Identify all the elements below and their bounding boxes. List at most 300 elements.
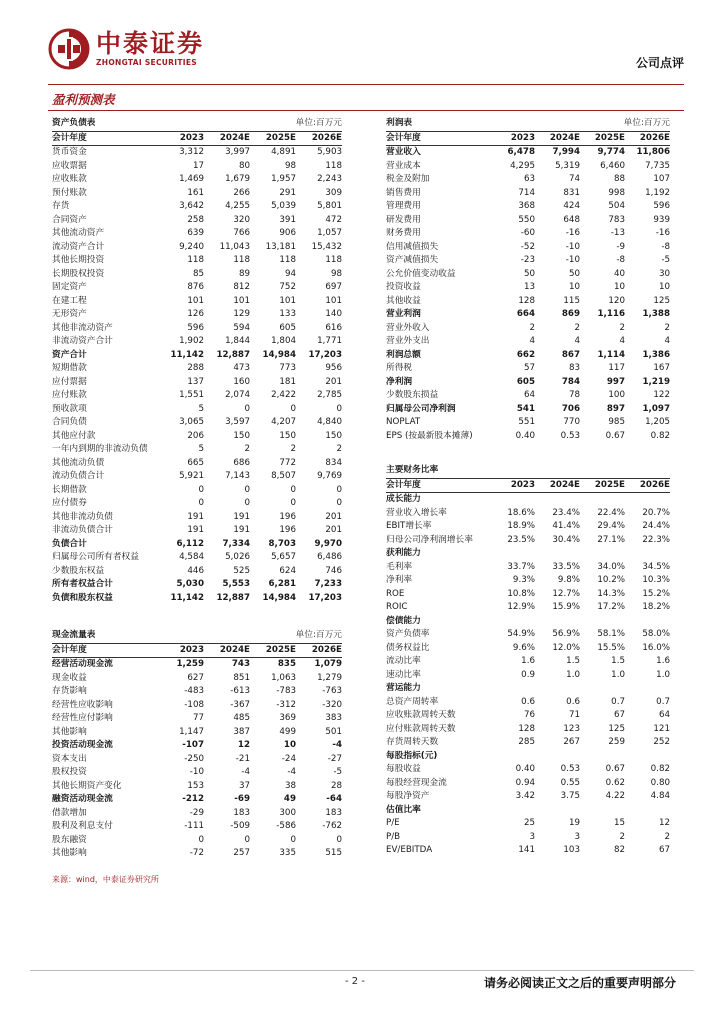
row-value: 125 [653, 295, 670, 306]
table-row [52, 187, 342, 201]
row-label: 预付账款 [52, 187, 87, 198]
row-value: 0.40 [515, 430, 535, 441]
row-value: 18.2% [642, 602, 670, 612]
row-value: 2 [290, 444, 296, 454]
disclaimer-text: 请务必阅读正文之后的重要声明部分 [483, 976, 676, 990]
row-value: 0 [198, 484, 204, 495]
row-label: 股权投资 [52, 767, 87, 777]
row-label: 应付票据 [52, 376, 87, 387]
row-label: 借款增加 [52, 807, 87, 818]
row-value: 997 [606, 376, 625, 387]
page-number: - 2 - [345, 976, 365, 987]
row-value: 605 [516, 376, 535, 387]
row-value: 424 [563, 201, 580, 211]
row-value: 117 [608, 363, 625, 373]
table-row [386, 308, 670, 322]
row-value: 551 [518, 417, 535, 427]
table-row [52, 214, 342, 228]
header-label: 会计年度 [386, 132, 421, 143]
row-value: 648 [563, 214, 580, 225]
row-value: 0.6 [521, 696, 535, 707]
row-label: 所得税 [386, 363, 413, 373]
row-value: 2,785 [317, 390, 342, 400]
row-value: 4 [664, 336, 670, 346]
row-value: 64 [523, 390, 535, 400]
row-value: 335 [279, 848, 296, 858]
row-value: 3.42 [515, 791, 535, 801]
row-value: -10 [565, 255, 580, 265]
row-value: 37 [238, 780, 250, 791]
row-value: 2 [664, 831, 670, 842]
header-divider [48, 84, 684, 85]
row-label: 其他长期投资 [52, 255, 105, 265]
table-row [386, 763, 670, 777]
row-value: 29.4% [597, 521, 625, 531]
row-value: 15,432 [311, 241, 342, 252]
header-year: 2024E [549, 132, 580, 143]
row-value: 7,334 [222, 538, 250, 549]
row-value: 550 [518, 214, 535, 225]
row-value: 167 [653, 363, 670, 373]
row-value: -5 [661, 255, 670, 265]
section-divider [48, 110, 684, 111]
row-value: 639 [187, 228, 204, 238]
row-value: 20.7% [642, 507, 670, 518]
row-value: 4,584 [179, 552, 204, 562]
balance-sheet-table [52, 117, 342, 605]
row-value: 63 [523, 174, 535, 184]
row-value: 0 [336, 403, 342, 414]
row-value: 5,026 [225, 552, 250, 562]
row-value: 41.4% [552, 521, 580, 531]
row-value: 40 [613, 268, 625, 279]
row-label: 其他非流动负债 [52, 511, 113, 522]
row-value: 616 [325, 322, 342, 333]
table-row [52, 470, 342, 484]
table-row [386, 403, 670, 417]
row-value: 3,642 [179, 201, 204, 211]
row-value: 0.94 [515, 777, 535, 788]
table-row [386, 227, 670, 241]
row-label: 净利润 [386, 376, 413, 387]
section-title: 盈利预测表 [52, 92, 115, 107]
row-value: 12.0% [552, 642, 580, 653]
row-label: 负债合计 [52, 538, 87, 549]
row-value: 4.84 [650, 791, 670, 801]
table-row [386, 520, 670, 534]
table-row [52, 780, 342, 794]
row-value: 7,735 [645, 160, 670, 171]
row-value: 5 [198, 444, 204, 454]
table-row [52, 820, 342, 834]
row-value: 956 [325, 363, 342, 373]
table-subsection-row [386, 547, 670, 561]
row-label: 净利率 [386, 575, 413, 585]
row-value: 15.5% [597, 642, 625, 653]
row-value: 122 [653, 390, 670, 400]
header-year: 2025E [594, 132, 625, 143]
table-row [52, 268, 342, 282]
row-label: 其他应付款 [52, 430, 96, 441]
row-label: 税金及附加 [386, 174, 430, 184]
row-label: NOPLAT [386, 417, 421, 427]
table-row [52, 497, 342, 511]
table-row [52, 807, 342, 821]
row-value: -23 [520, 255, 535, 265]
row-value: 697 [325, 282, 342, 292]
row-value: 1,551 [179, 390, 204, 400]
row-value: 160 [233, 376, 250, 387]
table-row [52, 254, 342, 268]
row-label: 少数股东权益 [52, 565, 105, 576]
row-value: 4,840 [317, 417, 342, 427]
row-value: 525 [233, 565, 250, 576]
row-value: 128 [518, 295, 535, 306]
table-row [52, 739, 342, 753]
row-value: 5,801 [317, 201, 342, 211]
row-value: 1.6 [521, 656, 535, 666]
row-label: 获利能力 [386, 548, 421, 558]
row-label: 应付债券 [52, 498, 87, 508]
row-value: 9,970 [314, 538, 342, 549]
row-label: 其他收益 [386, 295, 421, 306]
table-title: 资产负债表 [52, 118, 96, 128]
row-label: 融资活动现金流 [52, 794, 113, 804]
row-label: 资本支出 [52, 753, 87, 764]
company-name-cn: 中泰证券 [96, 29, 205, 58]
row-value: 6,281 [268, 579, 296, 589]
row-label: ROE [386, 588, 405, 599]
header-year: 2023 [510, 479, 535, 490]
row-label: 毛利率 [386, 561, 413, 572]
row-value: 2 [619, 322, 625, 333]
row-value: 150 [325, 430, 342, 441]
row-label: 投资活动现金流 [52, 740, 113, 750]
header-year: 2024E [549, 479, 580, 490]
table-row [386, 507, 670, 521]
row-value: -9 [616, 241, 625, 252]
row-value: 38 [284, 780, 296, 791]
table-row [386, 214, 670, 228]
row-value: 504 [608, 201, 625, 211]
row-value: 78 [568, 390, 580, 400]
row-value: 14,984 [262, 349, 296, 360]
row-value: -107 [182, 740, 204, 750]
row-label: 归属母公司所有者权益 [52, 552, 139, 562]
row-value: 5,903 [317, 147, 342, 157]
row-value: 22.4% [597, 507, 625, 518]
row-value: 1,957 [271, 174, 296, 184]
row-value: 515 [325, 848, 342, 858]
row-label: 资产合计 [52, 349, 87, 360]
table-row [386, 335, 670, 349]
row-label: 其他影响 [52, 726, 87, 737]
row-label: 每股指标(元) [386, 750, 438, 761]
row-value: -312 [276, 699, 296, 710]
table-row [386, 160, 670, 174]
row-value: 201 [325, 511, 342, 522]
row-value: 4 [574, 336, 580, 346]
row-value: 101 [325, 295, 342, 306]
table-row [52, 672, 342, 686]
row-label: 合同负债 [52, 417, 87, 427]
row-value: 4 [529, 336, 535, 346]
row-label: EV/EBITDA [386, 845, 433, 855]
row-label: 其他影响 [52, 848, 87, 858]
row-value: 1,219 [642, 376, 670, 387]
row-value: 0 [336, 484, 342, 495]
row-label: 资产减值损失 [386, 255, 439, 265]
row-value: 54.9% [507, 629, 535, 639]
row-value: 10.8% [507, 588, 535, 599]
row-label: 一年内到期的非流动负债 [52, 444, 148, 454]
row-value: 98 [284, 160, 296, 171]
row-value: 34.5% [642, 561, 670, 572]
row-value: 2,243 [317, 174, 342, 184]
row-value: 118 [325, 160, 342, 171]
row-label: 存货影响 [52, 686, 87, 696]
row-value: 201 [325, 525, 342, 535]
table-title: 利润表 [386, 118, 413, 128]
row-value: 1.5 [611, 656, 625, 666]
table-row [386, 844, 670, 858]
row-value: 191 [187, 511, 204, 522]
row-value: -4 [241, 767, 250, 777]
row-value: 17,203 [308, 592, 342, 603]
row-label: 其他长期资产变化 [52, 780, 122, 791]
row-label: 长期股权投资 [52, 268, 105, 279]
header-year: 2025E [594, 479, 625, 490]
row-label: 营业外收入 [386, 322, 430, 333]
row-value: 77 [192, 713, 204, 723]
row-value: 88 [613, 174, 625, 184]
row-value: -509 [230, 821, 250, 831]
row-value: 9.8% [557, 575, 580, 585]
row-value: 1.0 [656, 669, 670, 680]
row-value: 15 [613, 818, 625, 828]
row-value: 24.4% [642, 521, 670, 531]
table-row [386, 696, 670, 710]
row-value: 11,142 [170, 349, 204, 360]
table-row [52, 793, 342, 807]
row-label: 股利及利息支付 [52, 821, 113, 831]
row-value: 2,422 [271, 390, 296, 400]
row-value: 33.5% [552, 561, 580, 572]
row-value: 1,114 [597, 349, 625, 360]
row-value: -212 [182, 794, 204, 804]
row-label: 经营性应付影响 [52, 713, 113, 723]
row-label: 非流动负债合计 [52, 525, 113, 535]
row-value: 2,074 [225, 390, 250, 400]
row-value: 391 [279, 214, 296, 225]
row-value: 1,902 [179, 336, 204, 346]
row-value: 58.1% [597, 629, 625, 639]
row-value: -4 [287, 767, 296, 777]
row-value: 812 [233, 282, 250, 292]
header-year: 2024E [219, 132, 250, 143]
row-value: 1,259 [176, 659, 204, 669]
table-row [386, 655, 670, 669]
row-value: 11,043 [219, 241, 250, 252]
row-value: 28 [330, 780, 342, 791]
table-row [52, 430, 342, 444]
header-year: 2026E [639, 132, 670, 143]
table-row [52, 712, 342, 726]
row-value: -483 [184, 686, 204, 696]
table-row [52, 146, 342, 160]
table-row [386, 187, 670, 201]
row-value: 14.3% [597, 588, 625, 599]
header-label: 会计年度 [52, 644, 87, 655]
row-value: 834 [325, 457, 342, 468]
table-row [386, 322, 670, 336]
row-value: 50 [568, 268, 580, 279]
row-value: 0 [244, 498, 250, 508]
row-value: 596 [187, 322, 204, 333]
table-row [386, 588, 670, 602]
row-label: 每股净资产 [386, 791, 430, 801]
row-value: 0.67 [605, 764, 625, 774]
row-label: 预收款项 [52, 403, 87, 414]
table-row [52, 578, 342, 592]
table-row [386, 416, 670, 430]
row-value: 0 [198, 834, 204, 845]
row-value: 16.0% [642, 642, 670, 653]
row-value: 4,891 [271, 147, 296, 157]
row-value: -72 [189, 848, 204, 858]
header-year: 2025E [265, 132, 296, 143]
row-value: 58.0% [642, 629, 670, 639]
row-value: -60 [520, 228, 535, 238]
header-year: 2026E [311, 132, 342, 143]
row-value: -27 [327, 753, 342, 764]
row-value: 752 [279, 282, 296, 292]
table-row [52, 227, 342, 241]
row-value: -320 [322, 699, 342, 710]
row-label: 经营活动现金流 [52, 659, 113, 669]
row-value: 118 [279, 255, 296, 265]
row-value: 183 [325, 807, 342, 818]
row-value: 266 [233, 187, 250, 198]
row-value: 285 [518, 737, 535, 747]
row-value: 9,240 [179, 241, 204, 252]
row-value: 772 [279, 457, 296, 468]
row-value: 80 [238, 160, 250, 171]
row-value: 998 [608, 187, 625, 198]
row-value: 3.75 [560, 791, 580, 801]
row-value: 14,984 [262, 592, 296, 603]
row-value: 101 [233, 295, 250, 306]
row-value: 664 [516, 309, 535, 319]
header-year: 2026E [311, 644, 342, 655]
row-value: 7,994 [552, 147, 580, 157]
row-value: 49 [283, 794, 296, 804]
row-value: -5 [333, 767, 342, 777]
row-value: 291 [279, 187, 296, 198]
row-value: 94 [284, 268, 296, 279]
row-value: 5,553 [222, 579, 250, 589]
row-value: 320 [233, 214, 250, 225]
row-value: 876 [187, 282, 204, 292]
row-label: 应付账款周转天数 [386, 723, 456, 734]
row-value: 485 [233, 713, 250, 723]
unit-label: 单位:百万元 [295, 630, 342, 640]
table-row [52, 766, 342, 780]
table-row [52, 281, 342, 295]
row-value: 1,057 [317, 228, 342, 238]
row-value: 783 [608, 214, 625, 225]
table-row [386, 268, 670, 282]
row-label: 估值比率 [386, 804, 421, 815]
row-label: 短期借款 [52, 363, 87, 373]
row-value: -8 [661, 241, 670, 252]
row-value: 89 [238, 268, 250, 279]
row-value: 897 [606, 403, 625, 414]
row-value: 2 [529, 322, 535, 333]
row-label: 应收账款周转天数 [386, 710, 456, 720]
row-value: 267 [563, 737, 580, 747]
row-value: 2 [619, 831, 625, 842]
table-title-row [386, 117, 670, 131]
row-value: 13 [523, 282, 535, 292]
row-value: 30 [658, 268, 670, 279]
row-value: 831 [563, 187, 580, 198]
row-value: 191 [233, 511, 250, 522]
row-value: -13 [610, 228, 625, 238]
row-label: 归属母公司净利润 [386, 403, 456, 414]
row-label: 经营性应收影响 [52, 699, 113, 710]
row-value: 7,143 [225, 471, 250, 481]
row-value: 12 [237, 740, 250, 750]
row-value: 30.4% [552, 534, 580, 545]
table-row [386, 362, 670, 376]
table-subsection-row [386, 493, 670, 507]
table-row [386, 349, 670, 363]
row-value: 851 [233, 672, 250, 683]
table-row [386, 561, 670, 575]
row-value: 0 [198, 498, 204, 508]
row-value: 662 [516, 349, 535, 360]
row-value: 0 [290, 484, 296, 495]
row-value: 23.5% [507, 534, 535, 545]
row-label: 应付账款 [52, 390, 87, 400]
row-label: 存货周转天数 [386, 737, 439, 747]
row-value: 1.5 [566, 656, 580, 666]
table-header-row [386, 478, 670, 494]
row-value: 153 [187, 780, 204, 791]
table-row [386, 574, 670, 588]
row-value: 107 [653, 174, 670, 184]
row-value: 0 [290, 834, 296, 845]
company-name-en: ZHONGTAI SECURITIES [96, 58, 197, 67]
row-value: 835 [277, 659, 296, 669]
row-value: 300 [279, 807, 296, 818]
row-value: 12.9% [507, 602, 535, 612]
row-value: 10.2% [597, 575, 625, 585]
row-value: 3,997 [225, 147, 250, 157]
table-row [386, 723, 670, 737]
table-row [386, 389, 670, 403]
row-value: 120 [608, 295, 625, 306]
table-row [52, 443, 342, 457]
row-value: -10 [565, 241, 580, 252]
row-value: 17.2% [597, 602, 625, 612]
table-subsection-row [386, 804, 670, 818]
row-value: -52 [520, 241, 535, 252]
row-value: 67 [658, 845, 670, 855]
row-value: 501 [325, 726, 342, 737]
row-value: 624 [279, 565, 296, 576]
